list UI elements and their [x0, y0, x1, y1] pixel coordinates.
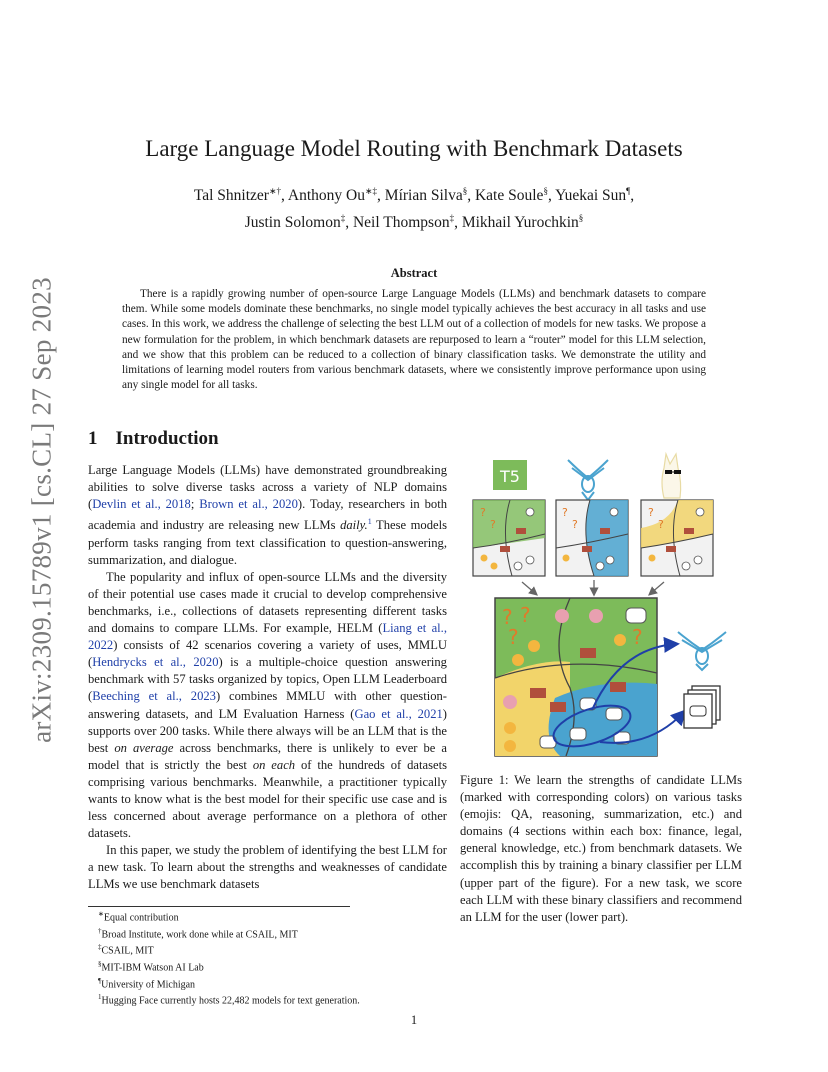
falcon-task-box — [556, 500, 628, 576]
citation-link[interactable]: Beeching et al., 2023 — [92, 689, 216, 704]
arrow-icon — [522, 582, 536, 594]
footnote-text: Equal contribution — [103, 912, 179, 924]
paper-title: Large Language Model Routing with Benchmark Datasets — [145, 136, 683, 161]
falcon-logo-icon — [568, 460, 608, 500]
text-run: These models perform tasks ranging from text classification to question-answering, summarization, and dialogue. — [88, 518, 447, 567]
arxiv-id-text: arXiv:2309.15789v1 [cs.CL] 27 Sep 2023 — [26, 277, 57, 743]
author-name: Kate Soule — [474, 187, 544, 205]
t5-task-box — [473, 500, 545, 576]
emphasis-text: on average — [114, 740, 174, 755]
t5-logo-icon — [493, 460, 527, 490]
abstract-text: There is a rapidly growing number of open-source Large Language Models (LLMs) and benchmark datasets to compare them. While some models dominate these benchmarks, no single model typically achieves the best accuracy in all tasks and use cases. In this work, we address the challenge of selecting the best LLM out of a collection of models for new tasks. We propose a new formulation for the problem, in which benchmark datasets are repurposed to learn a “router” model for this LLM selection, and we show that this problem can be reduced to a collection of binary classification tasks. We demonstrate the utility and limitations of learning model routers from various benchmark datasets, where we consistently improve performance upon using any single model for all tasks. — [122, 288, 706, 392]
author-name: Justin Solomon — [244, 214, 341, 232]
intro-paragraph-3: In this paper, we study the problem of identifying the best LLM for a new task. To learn about the strengths and weaknesses of candidate LLMs we use benchmark datasets — [88, 843, 447, 892]
author-list — [90, 180, 738, 234]
t5-label: T5 — [500, 467, 520, 486]
footnote-item — [88, 958, 448, 975]
text-run: ) supports over 200 tasks. While there always will be an LLM that is the best — [88, 706, 447, 755]
footnote-mark: ¶ — [98, 976, 102, 985]
author-name: Anthony Ou — [287, 187, 365, 205]
footnote-item — [88, 941, 448, 958]
text-run: across benchmarks, there is unlikely to ever be a model that is strictly the best — [88, 740, 448, 772]
author-name: Mírian Silva — [384, 187, 463, 205]
author-mark: § — [578, 213, 584, 224]
intro-body — [88, 462, 447, 894]
svg-text:?: ? — [648, 506, 654, 519]
text-run: ; — [190, 497, 200, 512]
footnote-text: Hugging Face currently hosts 22,482 models for text generation. — [101, 995, 360, 1007]
figure-caption: Figure 1: We learn the strengths of candidate LLMs (marked with corresponding colors) on various tasks (emojis: QA, reasoning, summarization, etc.) and domains (4 sections within each box: finance, legal, general knowledge, etc.) from benchmark datasets. We accomplish this by training a binary classifier per LLM (upper part of the figure). For a new task, we score each LLM with these binary classifiers and recommend an LLM for the user (lower part). — [460, 773, 742, 924]
svg-text:?: ? — [480, 506, 486, 519]
router-combined-box — [495, 598, 657, 756]
footnote-text: MIT-IBM Watson AI Lab — [101, 962, 204, 974]
author-mark: § — [462, 186, 468, 196]
svg-text:?: ? — [502, 605, 513, 629]
citation-link[interactable]: Liang et al., 2022 — [88, 621, 447, 653]
footnote-item — [88, 925, 448, 942]
emphasis-text: daily. — [340, 518, 368, 533]
text-run: ) is a multiple-choice question answering benchmark with 57 tasks organized by topics, Open LLM Leaderboard ( — [88, 655, 447, 704]
arxiv-identifier — [0, 220, 84, 800]
citation-link[interactable]: Devlin et al., 2018 — [92, 497, 191, 512]
svg-text:?: ? — [508, 625, 519, 649]
svg-text:?: ? — [572, 518, 578, 531]
footnote-rule — [88, 906, 350, 907]
text-run: ). Today, researchers in both academia and industry are releasing new LLMs — [88, 497, 448, 533]
figure-1 — [470, 448, 740, 768]
author-line-2: Justin Solomon‡, Neil Thompson‡, Mikhail Yurochkin§ — [244, 213, 584, 232]
footnote-mark: § — [98, 959, 102, 968]
citation-link[interactable]: Hendrycks et al., 2020 — [92, 655, 219, 670]
author-line-1: Tal Shnitzer∗†, Anthony Ou∗‡, Mírian Silva§, Kate Soule§, Yuekai Sun¶, — [193, 186, 635, 205]
footnote-text: Broad Institute, work done while at CSAIL, MIT — [101, 928, 298, 940]
section-number: 1 — [88, 428, 98, 449]
emphasis-text: on each — [252, 757, 296, 772]
footnote-item — [88, 908, 448, 925]
footnote-item — [88, 975, 448, 992]
recommended-falcon-icon — [678, 632, 726, 670]
svg-text:?: ? — [658, 518, 664, 531]
footnote-text: CSAIL, MIT — [101, 945, 154, 957]
author-mark: § — [543, 186, 548, 196]
text-run: ) combines MMLU with other question-answering datasets, and LM Evaluation Harness ( — [88, 689, 447, 721]
author-name: Mikhail Yurochkin — [461, 214, 579, 232]
page-number: 1 — [410, 1013, 418, 1027]
section-title: Introduction — [115, 428, 219, 449]
footnote-ref-link[interactable]: 1 — [367, 517, 372, 527]
router-diagram — [470, 448, 740, 768]
citation-link[interactable]: Gao et al., 2021 — [354, 706, 443, 721]
documents-icon — [684, 686, 720, 728]
text-run: Large Language Models (LLMs) have demonstrated groundbreaking abilities to solve diverse tasks across a variety of NLP domains ( — [88, 463, 447, 512]
llama-logo-icon — [662, 454, 681, 498]
author-name: Tal Shnitzer — [193, 187, 269, 205]
author-mark: ∗† — [268, 186, 282, 196]
intro-paragraph-2 — [88, 569, 447, 843]
text-run: The popularity and influx of open-source LLMs and the diversity of their potential use cases made it crucial to develop comprehensive benchmarks, i.e., collections of datasets representing different tasks and domains to compare LLMs. For example, HELM ( — [88, 569, 447, 636]
footnote-mark: ‡ — [98, 943, 102, 952]
footnote-mark: ∗ — [98, 910, 104, 918]
svg-text:?: ? — [562, 506, 568, 519]
author-mark: ¶ — [626, 186, 631, 196]
author-mark: ‡ — [340, 213, 346, 224]
llama-task-box — [641, 500, 713, 576]
abstract-heading: Abstract — [390, 266, 438, 280]
svg-text:?: ? — [490, 518, 496, 531]
author-name: Yuekai Sun — [555, 187, 627, 205]
intro-paragraph-1 — [88, 462, 447, 569]
svg-text:?: ? — [632, 625, 643, 649]
author-name: Neil Thompson — [352, 214, 450, 232]
section-heading — [88, 428, 219, 450]
svg-text:?: ? — [520, 603, 531, 627]
footnote-item — [88, 991, 448, 1008]
author-mark: ∗‡ — [365, 186, 378, 196]
footnotes — [88, 908, 448, 1008]
author-mark: ‡ — [449, 213, 455, 224]
text-run: of the hundreds of datasets comprising various benchmarks. Meanwhile, a practitioner typically wants to know what is the best model for their specific use case and is less concerned about average performance on a plethora of other datasets. — [88, 757, 447, 841]
footnote-mark: 1 — [98, 993, 102, 1002]
footnote-mark: † — [98, 926, 102, 935]
footnote-text: University of Michigan — [101, 978, 196, 990]
citation-link[interactable]: Brown et al., 2020 — [199, 497, 298, 512]
arrow-icon — [650, 582, 664, 594]
text-run: ) consists of 42 scenarios covering a variety of uses, MMLU ( — [88, 638, 447, 670]
